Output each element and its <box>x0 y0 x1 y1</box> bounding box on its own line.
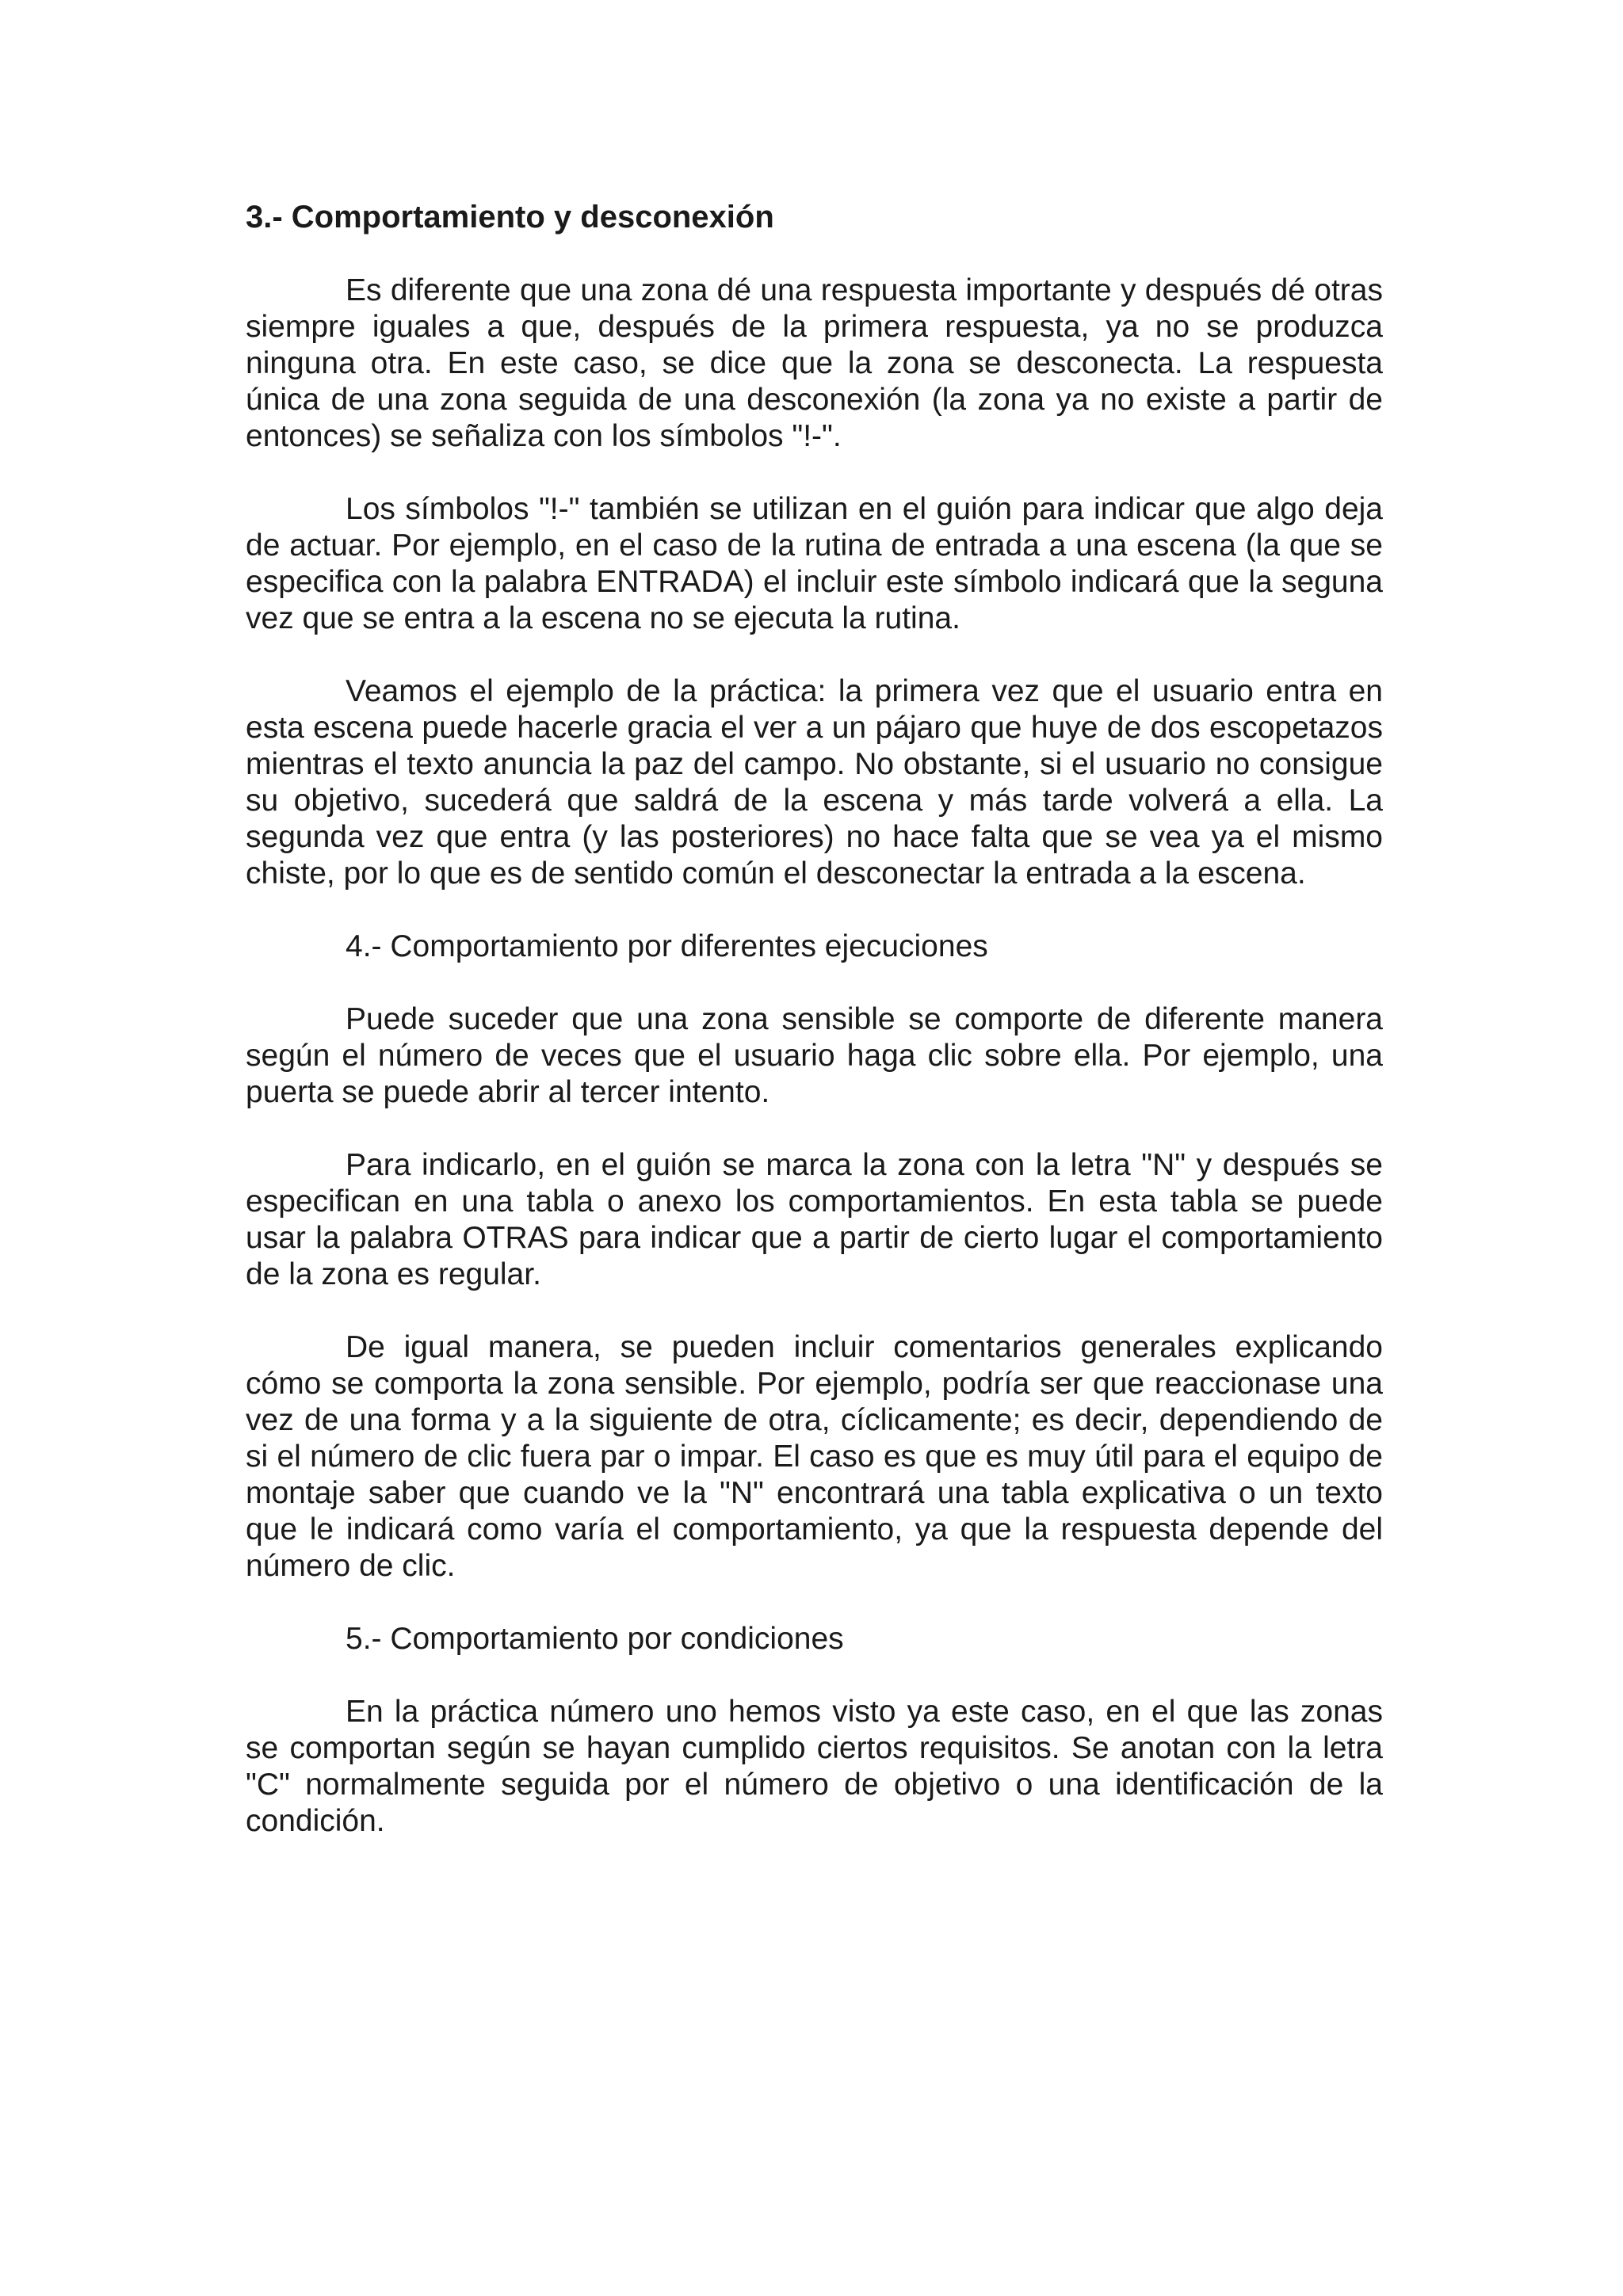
paragraph-letra-n: Para indicarlo, en el guión se marca la zona con la letra "N" y después se especifican en una tabla o anexo los comportamientos. En esta tabla se puede usar la palabra OTRAS para indicar que a partir de cierto lugar el comportamiento de la zona es regular. <box>246 1148 1383 1291</box>
paragraph-condiciones: En la práctica número uno hemos visto ya este caso, en el que las zonas se comportan según se hayan cumplido ciertos requisitos. Se anotan con la letra "C" normalmente seguida por el número de objetivo o una identificación de la condición. <box>246 1695 1383 1838</box>
paragraph-ejemplo-practica: Veamos el ejemplo de la práctica: la primera vez que el usuario entra en esta escena puede hacerle gracia el ver a un pájaro que huye de dos escopetazos mientras el texto anuncia la paz del campo. No obstante, si el usuario no consigue su objetivo, sucederá que saldrá de la escena y más tarde volverá a ella. La segunda vez que entra (y las posteriores) no hace falta que se vea ya el mismo chiste, por lo que es de sentido común el desconectar la entrada a la escena. <box>246 674 1383 891</box>
paragraph-simbolos: Los símbolos "!-" también se utilizan en el guión para indicar que algo deja de actuar. Por ejemplo, en el caso de la rutina de entrada a una escena (la que se especifica con la palabra ENTRADA) el incluir este símbolo indicará que la seguna vez que se entra a la escena no se ejecuta la rutina. <box>246 492 1383 635</box>
paragraph-zona-sensible: Puede suceder que una zona sensible se comporte de diferente manera según el número de veces que el usuario haga clic sobre ella. Por ejemplo, una puerta se puede abrir al tercer intento. <box>246 1002 1383 1109</box>
section-heading-3: 3.- Comportamiento y desconexión <box>246 200 774 235</box>
section-heading-4: 4.- Comportamiento por diferentes ejecuciones <box>346 929 988 963</box>
document-page <box>246 198 1383 1876</box>
paragraph-comentarios: De igual manera, se pueden incluir comentarios generales explicando cómo se comporta la zona sensible. Por ejemplo, podría ser que reaccionase una vez de una forma y a la siguiente de otra, cíclicamente; es decir, dependiendo de si el número de clic fuera par o impar. El caso es que es muy útil para el equipo de montaje saber que cuando ve la "N" encontrará una tabla explicativa o un texto que le indicará como varía el comportamiento, ya que la respuesta depende del número de clic. <box>246 1330 1383 1583</box>
paragraph-desconexion: Es diferente que una zona dé una respuesta importante y después dé otras siempre iguales a que, después de la primera respuesta, ya no se produzca ninguna otra. En este caso, se dice que la zona se desconecta. La respuesta única de una zona seguida de una desconexión (la zona ya no existe a partir de entonces) se señaliza con los símbolos "!-". <box>246 273 1383 453</box>
section-heading-5: 5.- Comportamiento por condiciones <box>346 1622 844 1656</box>
